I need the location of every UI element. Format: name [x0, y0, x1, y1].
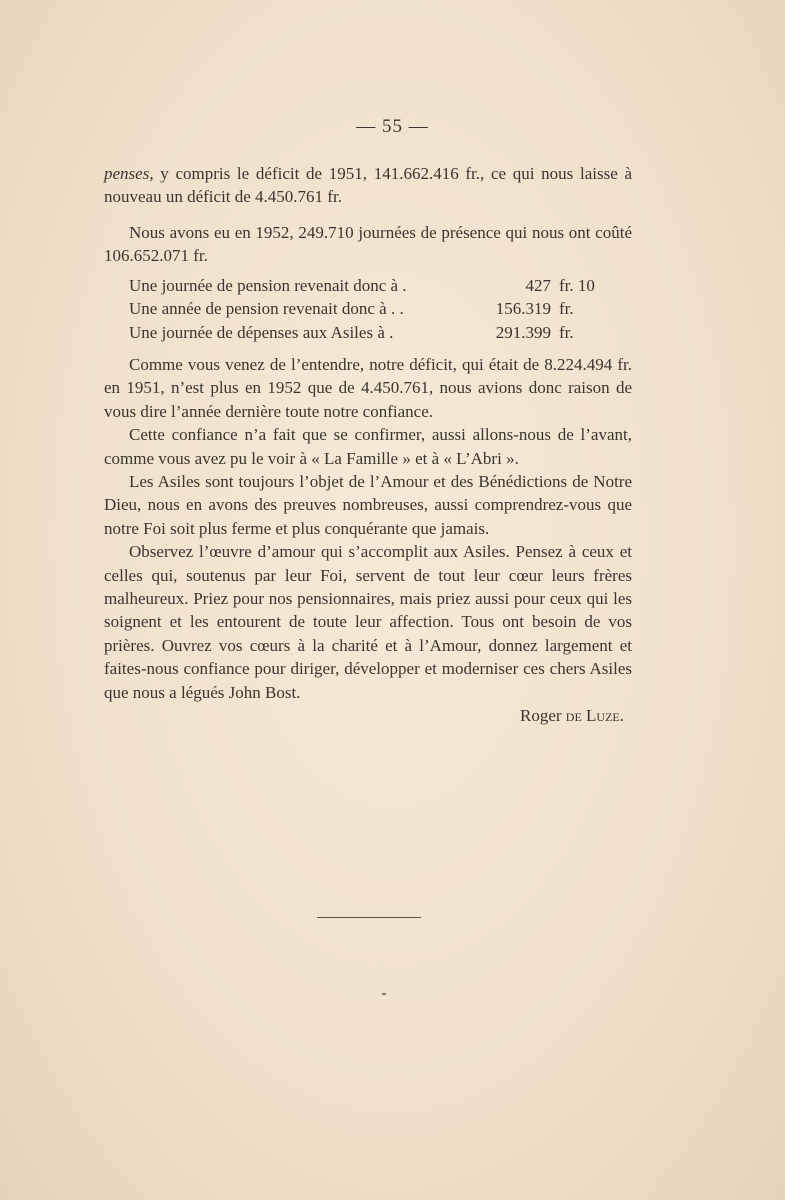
paragraph-confiance: Cette confiance n’a fait que se confirmer, aussi allons-nous de l’avant, comme vous avez pu le voir à « La Famille » et à « L’Abri ».: [104, 425, 632, 468]
cost-label: Une journée de dépenses aux Asiles à .: [129, 322, 394, 342]
cost-label: Une année de pension revenait donc à . .: [129, 299, 404, 319]
cost-value: 156.319: [495, 299, 551, 319]
cost-unit: fr.: [559, 299, 574, 319]
signature-first-name: Roger: [519, 706, 566, 726]
cost-row: [104, 274, 632, 297]
page-number: — 55 —: [356, 116, 429, 137]
italic-lead-word: penses,: [104, 164, 154, 183]
paragraph-asiles: Les Asiles sont toujours l’objet de l’Amour et des Bénédictions de Notre Dieu, nous en avons des preuves nombreuses, aussi comprendrez-vous que notre Foi soit plus ferme et plus conquérante que jamais.: [104, 472, 632, 538]
closing-rule: [317, 917, 421, 918]
printing-mark: [382, 993, 386, 995]
paragraph-continuation: [104, 162, 632, 209]
cost-row: [104, 297, 632, 320]
cost-value: 291.399: [495, 322, 551, 342]
paragraph-oeuvre: Observez l’œuvre d’amour qui s’accomplit aux Asiles. Pensez à ceux et celles qui, soutenus par leur Foi, servent de tout leur cœur leurs frères malheureux. Priez pour nos pensionnaires, mais priez aussi pour ceux qui les soignent et les entourent de toute leur affection. Tous ont besoin de vos prières. Ouvrez vos cœurs à la charité et à l’Amour, donnez largement et faites-nous confiance pour diriger, développer et moderniser ces chers Asiles que nous a légués John Bost.: [104, 542, 632, 702]
cost-unit: fr. 10: [559, 276, 595, 295]
signature-last-name: de Luze.: [565, 706, 624, 726]
signature: [104, 704, 632, 727]
paragraph-journees: [104, 221, 632, 268]
paragraph-journees-text: Nous avons eu en 1952, 249.710 journées de présence qui nous ont coûté 106.652.071 fr.: [104, 223, 632, 266]
paragraph-deficit: Comme vous venez de l’entendre, notre déficit, qui était de 8.224.494 fr. en 1951, n’est plus en 1952 que de 4.450.761, nous avions donc raison de vous dire l’année dernière toute notre confiance.: [104, 355, 632, 421]
cost-label: Une journée de pension revenait donc à .: [129, 276, 407, 295]
cost-unit: fr.: [559, 322, 574, 342]
body-paragraphs: [104, 353, 632, 728]
cost-row: [104, 321, 632, 344]
cost-value: 427: [525, 276, 551, 295]
paragraph-continuation-text: y compris le déficit de 1951, 141.662.416 fr., ce qui nous laisse à nouveau un déficit de 4.450.761 fr.: [104, 164, 632, 207]
cost-table: [104, 274, 632, 344]
